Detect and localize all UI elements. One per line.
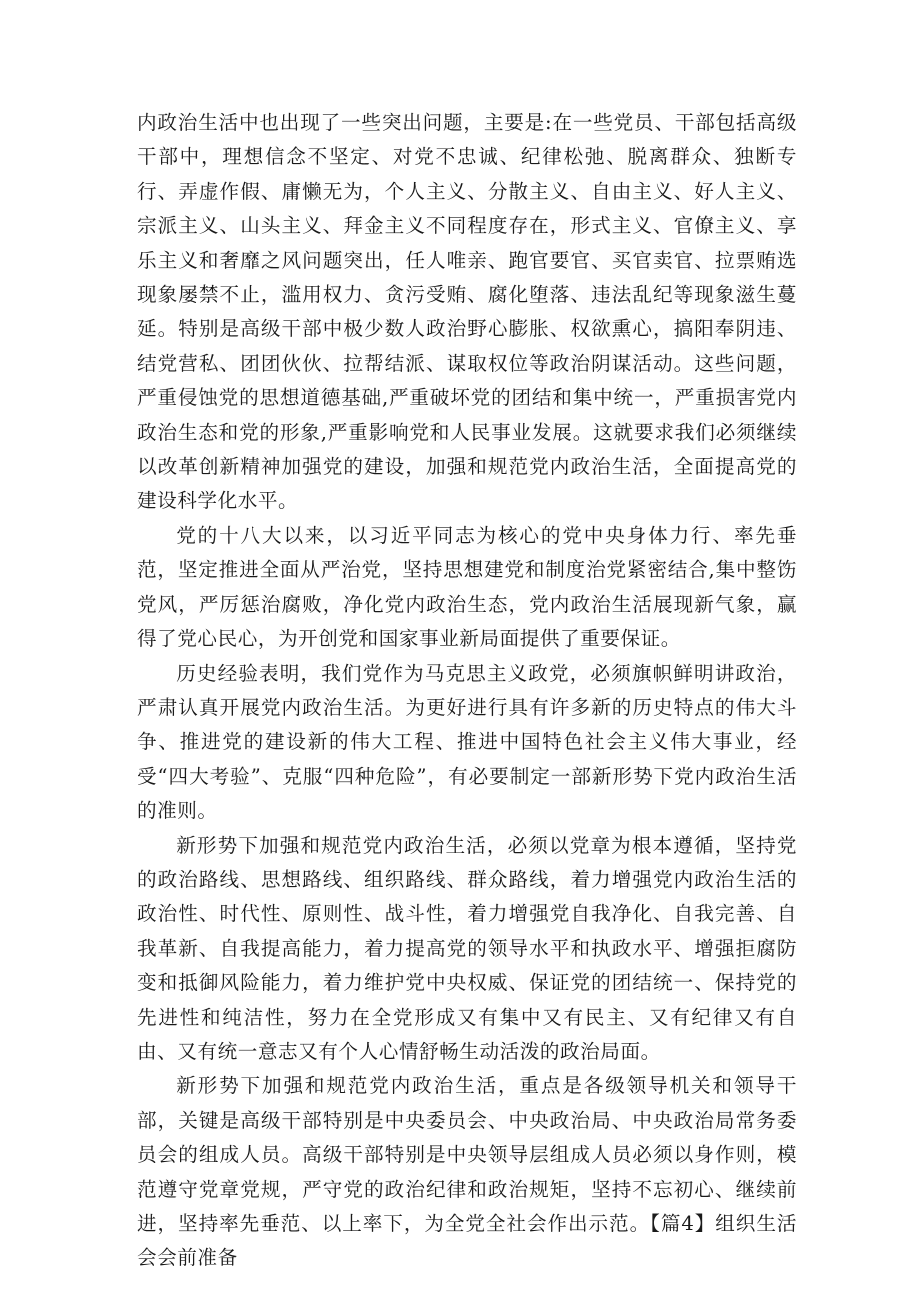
paragraph-new-situation-focus: 新形势下加强和规范党内政治生活，重点是各级领导机关和领导干部，关键是高级干部特别是中央委员会、中央政治局、中央政治局常务委员会的组成人员。高级干部特别是中央领导层组成人员必须以身作则，模范遵守党章党规，严守党的政治纪律和政治规矩，坚持不忘初心、继续前进，坚持率先垂范、以上率下，为全党全社会作出示范。【篇4】组织生活会会前准备	[137, 1074, 797, 1270]
body-text	[137, 106, 797, 1276]
paragraph-party-18th-congress: 党的十八大以来，以习近平同志为核心的党中央身体力行、率先垂范，坚定推进全面从严治党，坚持思想建党和制度治党紧密结合,集中整饬党风，严厉惩治腐败，净化党内政治生态，党内政治生活展现新气象，赢得了党心民心，为开创党和国家事业新局面提供了重要保证。	[137, 523, 797, 651]
paragraph-continued: 内政治生活中也出现了一些突出问题，主要是:在一些党员、干部包括高级干部中，理想信念不坚定、对党不忠诚、纪律松弛、脱离群众、独断专行、弄虚作假、庸懒无为，个人主义、分散主义、自由主义、好人主义、宗派主义、山头主义、拜金主义不同程度存在，形式主义、官僚主义、享乐主义和奢靡之风问题突出，任人唯亲、跑官要官、买官卖官、拉票贿选现象屡禁不止，滥用权力、贪污受贿、腐化堕落、违法乱纪等现象滋生蔓延。特别是高级干部中极少数人政治野心膨胀、权欲熏心，搞阳奉阴违、结党营私、团团伙伙、拉帮结派、谋取权位等政治阴谋活动。这些问题，严重侵蚀党的思想道德基础,严重破坏党的团结和集中统一，严重损害党内政治生态和党的形象,严重影响党和人民事业发展。这就要求我们必须继续以改革创新精神加强党的建设，加强和规范党内政治生活，全面提高党的建设科学化水平。	[137, 111, 797, 513]
paragraph-historical-experience: 历史经验表明，我们党作为马克思主义政党，必须旗帜鲜明讲政治，严肃认真开展党内政治生活。为更好进行具有许多新的历史特点的伟大斗争、推进党的建设新的伟大工程、推进中国特色社会主义伟大事业，经受“四大考验”、克服“四种危险”，有必要制定一部新形势下党内政治生活的准则。	[137, 661, 797, 823]
paragraph-new-situation-requirements: 新形势下加强和规范党内政治生活，必须以党章为根本遵循，坚持党的政治路线、思想路线、组织路线、群众路线，着力增强党内政治生活的政治性、时代性、原则性、战斗性，着力增强党自我净化、自我完善、自我革新、自我提高能力，着力提高党的领导水平和执政水平、增强拒腐防变和抵御风险能力，着力维护党中央权威、保证党的团结统一、保持党的先进性和纯洁性，努力在全党形成又有集中又有民主、又有纪律又有自由、又有统一意志又有个人心情舒畅生动活泼的政治局面。	[137, 833, 797, 1063]
